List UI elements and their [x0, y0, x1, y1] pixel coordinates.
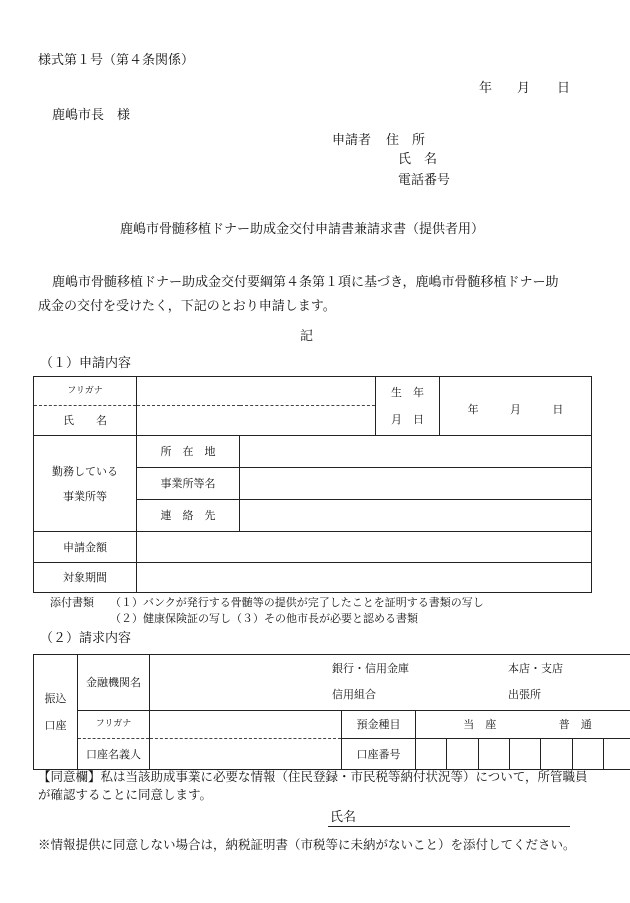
document-title: 鹿嶋市骨髄移植ドナー助成金交付申請書兼請求書（提供者用） [120, 222, 485, 237]
application-table [33, 376, 592, 593]
account-digit[interactable] [447, 739, 479, 770]
section1-heading: （１）申請内容 [40, 356, 132, 371]
date-month-label: 月 [517, 81, 531, 96]
birth-label-cell [376, 377, 440, 436]
location-label: 所 在 地 [137, 436, 240, 468]
transfer-account-label-cell [34, 655, 78, 770]
birth-month-label: 月 [509, 402, 521, 416]
date-year-label: 年 [479, 81, 493, 96]
office-name-label: 事業所等名 [137, 468, 240, 500]
contact-field[interactable] [240, 500, 592, 532]
signature-line[interactable] [328, 826, 570, 827]
birth-date-field[interactable] [440, 377, 592, 436]
body-text-line1: 鹿嶋市骨髄移植ドナー助成金交付要綱第４条第１項に基づき，鹿嶋市骨髄移植ドナー助 [52, 275, 559, 290]
addressee: 鹿嶋市長 様 [52, 108, 131, 123]
applicant-phone-label: 電話番号 [398, 173, 451, 188]
furigana-field[interactable] [137, 377, 376, 406]
name-field[interactable] [137, 406, 376, 436]
deposit-ordinary[interactable]: 普 通 [558, 718, 592, 731]
birth-year-label: 年 [467, 402, 479, 416]
section2-heading: （２）請求内容 [40, 631, 132, 646]
form-number: 様式第１号（第４条関係） [38, 53, 195, 68]
deposit-type-field[interactable] [416, 711, 630, 739]
branch-bottom: 出張所 [508, 688, 541, 701]
contact-label: 連 絡 先 [137, 500, 240, 532]
ki-label: 記 [300, 329, 314, 344]
holder-field[interactable] [150, 739, 342, 770]
attachments-label: 添付書類 [50, 596, 94, 609]
account-number-label: 口座番号 [342, 739, 416, 770]
account-digit[interactable] [510, 739, 541, 770]
furigana-label: フリガナ [34, 377, 137, 406]
branch-top: 本店・支店 [508, 662, 563, 675]
workplace-label-line1: 勤務している [52, 464, 118, 478]
attachment-item1: （１）バンクが発行する骨髄等の提供が完了したことを証明する書類の写し [110, 596, 484, 609]
furigana2-field[interactable] [150, 711, 342, 739]
bank-table [33, 654, 630, 770]
account-digit[interactable] [416, 739, 447, 770]
amount-label: 申請金額 [34, 532, 137, 563]
deposit-type-label: 預金種目 [342, 711, 416, 739]
applicant-name-label: 氏 名 [398, 152, 438, 167]
amount-field[interactable] [137, 532, 592, 563]
date-day-label: 日 [557, 81, 571, 96]
birth-day-label: 日 [552, 402, 564, 416]
office-name-field[interactable] [240, 468, 592, 500]
consent-line1: 【同意欄】私は当該助成事業に必要な情報（住民登録・市民税等納付状況等）について，所管職員 [38, 769, 588, 784]
holder-label: 口座名義人 [78, 739, 150, 770]
footnote: ※情報提供に同意しない場合は，納税証明書（市税等に未納がないこと）を添付してください。 [38, 837, 576, 852]
transfer-label-line1: 振込 [44, 692, 67, 705]
consent-sign-label: 氏名 [330, 810, 357, 825]
workplace-label-line2: 事業所等 [63, 489, 107, 503]
account-digit[interactable] [541, 739, 573, 770]
account-digit[interactable] [573, 739, 604, 770]
consent-line2: が確認することに同意します。 [38, 787, 213, 802]
birth-label-top: 生 年 [391, 386, 424, 399]
birth-label-bottom: 月 日 [391, 413, 424, 426]
furigana2-label: フリガナ [78, 711, 150, 739]
bank-name-label: 金融機関名 [78, 655, 150, 711]
attachment-item2: （２）健康保険証の写し（３）その他市長が必要と認める書類 [110, 612, 418, 625]
name-label: 氏 名 [34, 406, 137, 436]
bank-name-field[interactable] [150, 655, 630, 711]
bank-types-bottom: 信用組合 [332, 688, 376, 701]
bank-types-top: 銀行・信用金庫 [332, 662, 409, 675]
location-field[interactable] [240, 436, 592, 468]
applicant-label: 申請者 [332, 133, 372, 148]
body-text-line2: 成金の交付を受けたく，下記のとおり申請します。 [38, 299, 336, 314]
deposit-current[interactable]: 当 座 [463, 718, 497, 731]
period-field[interactable] [137, 563, 592, 593]
transfer-label-line2: 口座 [44, 719, 67, 732]
workplace-label-cell [34, 436, 137, 532]
account-digit[interactable] [479, 739, 510, 770]
applicant-address-label: 住 所 [386, 133, 426, 148]
account-digit[interactable] [604, 739, 630, 770]
period-label: 対象期間 [34, 563, 137, 593]
